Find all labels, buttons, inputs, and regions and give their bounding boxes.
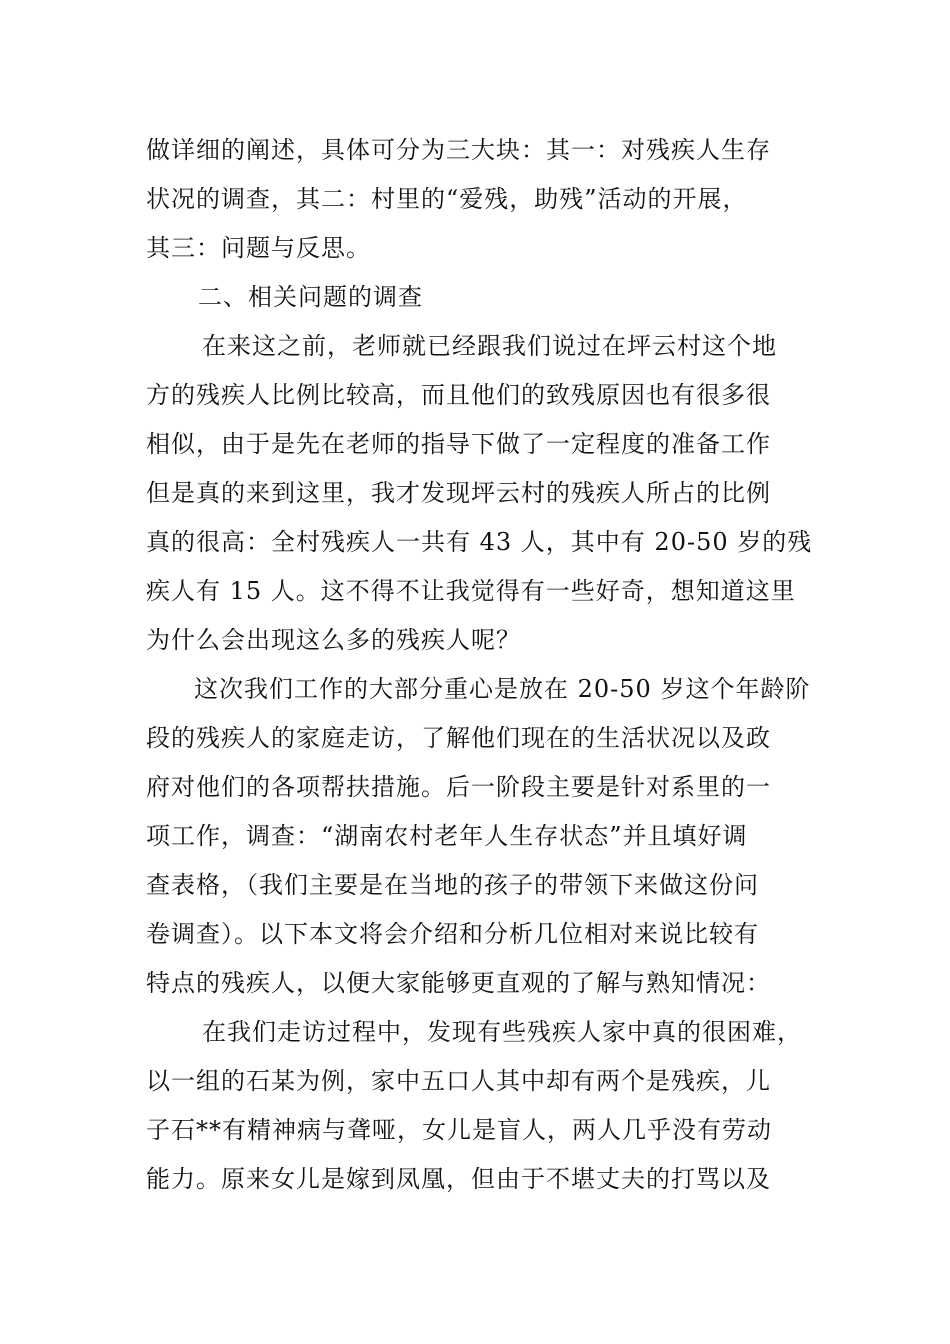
text-line: 子石**有精神病与聋哑，女儿是盲人，两人几乎没有劳动 <box>146 1116 772 1144</box>
paragraph-first-line: 在来这之前，老师就已经跟我们说过在坪云村这个地 <box>202 332 777 360</box>
text-line: 做详细的阐述，具体可分为三大块：其一：对残疾人生存 <box>146 136 771 164</box>
text-line: 以一组的石某为例，家中五口人其中却有两个是残疾，儿 <box>146 1067 771 1095</box>
text-line: 府对他们的各项帮扶措施。后一阶段主要是针对系里的一 <box>146 773 771 801</box>
document-body <box>146 126 813 1204</box>
text-line: 方的残疾人比例比较高，而且他们的致残原因也有很多很 <box>146 381 771 409</box>
text-line: 为什么会出现这么多的残疾人呢？ <box>146 626 521 654</box>
text-line: 真的很高：全村残疾人一共有 43 人，其中有 20-50 岁的残 <box>146 528 813 556</box>
text-line: 状况的调查，其二：村里的“爱残，助残”活动的开展， <box>146 185 748 213</box>
text-line: 卷调查）。以下本文将会介绍和分析几位相对来说比较有 <box>146 920 759 948</box>
text-line: 段的残疾人的家庭走访，了解他们现在的生活状况以及政 <box>146 724 771 752</box>
paragraph-first-line: 在我们走访过程中，发现有些残疾人家中真的很困难， <box>202 1018 802 1046</box>
text-line: 但是真的来到这里，我才发现坪云村的残疾人所占的比例 <box>146 479 771 507</box>
text-line: 相似，由于是先在老师的指导下做了一定程度的准备工作 <box>146 430 771 458</box>
text-line: 特点的残疾人，以便大家能够更直观的了解与熟知情况： <box>146 969 771 997</box>
text-line: 其三：问题与反思。 <box>146 234 371 262</box>
text-line: 疾人有 15 人。这不得不让我觉得有一些好奇，想知道这里 <box>146 577 796 605</box>
text-line: 查表格，（我们主要是在当地的孩子的带领下来做这份问 <box>146 871 759 899</box>
text-line: 项工作，调查：“湖南农村老年人生存状态”并且填好调 <box>146 822 748 850</box>
text-line: 能力。原来女儿是嫁到凤凰，但由于不堪丈夫的打骂以及 <box>146 1165 771 1193</box>
paragraph-first-line: 这次我们工作的大部分重心是放在 20-50 岁这个年龄阶 <box>194 675 811 703</box>
section-heading: 二、相关问题的调查 <box>198 283 423 311</box>
